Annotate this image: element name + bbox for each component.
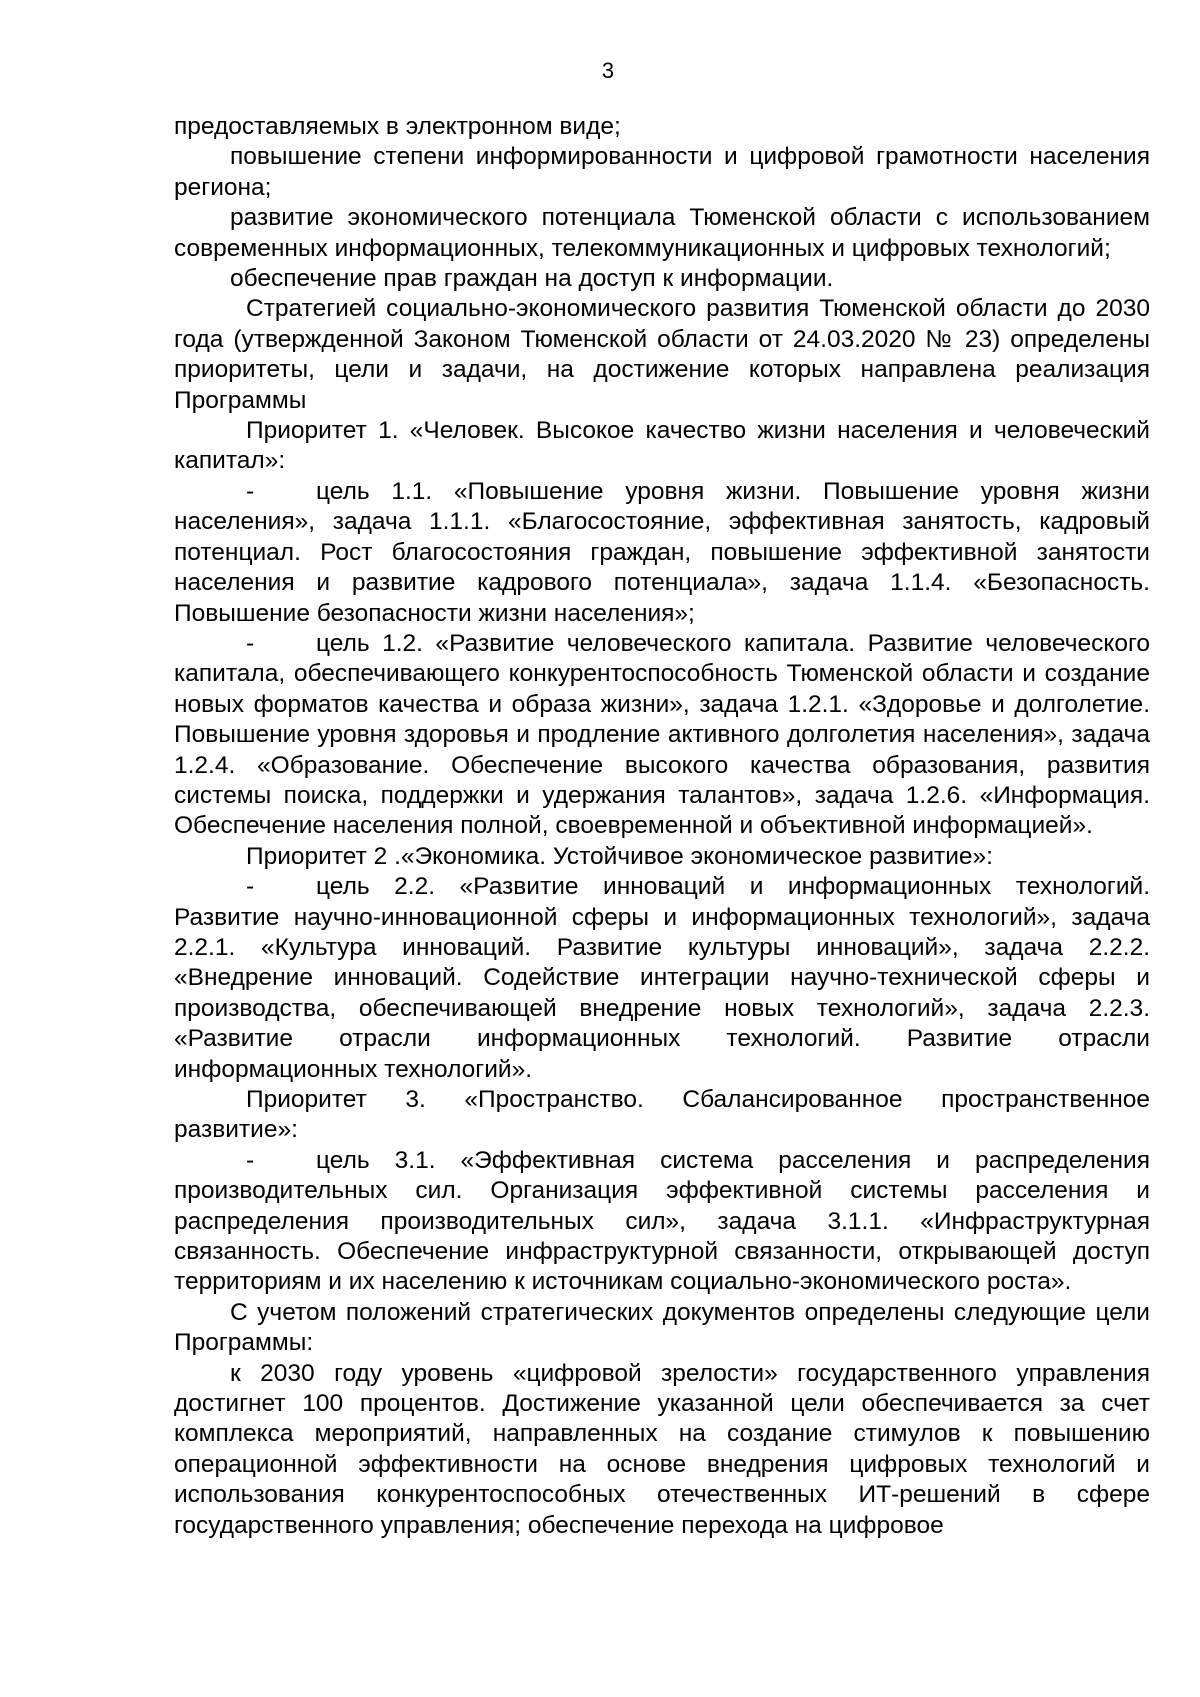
paragraph-text: цель 1.1. «Повышение уровня жизни. Повышение уровня жизни населения», задача 1.1.1. «Благосостояние, эффективная занятость, кадровый потенциал. Рост благосостояния граждан, повышение эффективной занятости населения и развитие кадрового потенциала», задача 1.1.4. «Безопасность. Повышение безопасности жизни населения»;	[174, 477, 1150, 627]
paragraph	[174, 416, 1150, 477]
paragraph-text: к 2030 году уровень «цифровой зрелости» государственного управления достигнет 100 процентов. Достижение указанной цели обеспечивается за счет комплекса мероприятий, направленных на создание стимулов к повышению операционной эффективности на основе внедрения цифровых технологий и использования конкурентоспособных отечественных ИТ-решений в сфере государственного управления; обеспечение перехода на цифровое	[174, 1359, 1150, 1539]
paragraph-text: цель 1.2. «Развитие человеческого капитала. Развитие человеческого капитала, обеспечивающего конкурентоспособность Тюменской области и создание новых форматов качества и образа жизни», задача 1.2.1. «Здоровье и долголетие. Повышение уровня здоровья и продление активного долголетия населения», задача 1.2.4. «Образование. Обеспечение высокого качества образования, развития системы поиска, поддержки и удержания талантов», задача 1.2.6. «Информация. Обеспечение населения полной, своевременной и объективной информацией».	[174, 629, 1150, 840]
paragraph	[174, 1298, 1150, 1359]
paragraph-text: обеспечение прав граждан на доступ к информации.	[230, 265, 834, 293]
paragraph	[174, 264, 1150, 294]
paragraph-text: развитие экономического потенциала Тюменской области с использованием современных информационных, телекоммуникационных и цифровых технологий;	[174, 204, 1150, 262]
list-dash: -	[246, 1146, 255, 1174]
paragraph-text: Стратегией социально-экономического развития Тюменской области до 2030 года (утвержденной Законом Тюменской области от 24.03.2020 № 23) определены приоритеты, цели и задачи, на достижение которых направлена реализация Программы	[174, 295, 1150, 414]
paragraph	[174, 629, 1150, 842]
list-dash: -	[246, 477, 255, 505]
list-dash: -	[246, 629, 255, 657]
paragraph-text: С учетом положений стратегических документов определены следующие цели Программы:	[174, 1298, 1150, 1357]
paragraph	[174, 294, 1150, 416]
paragraph-text: Приоритет 1. «Человек. Высокое качество жизни населения и человеческий капитал»:	[174, 417, 1150, 475]
paragraph-text: предоставляемых в электронном виде;	[174, 113, 621, 140]
paragraph	[174, 142, 1150, 203]
paragraph-text: Приоритет 3. «Пространство. Сбалансированное пространственное развитие»:	[174, 1086, 1150, 1144]
list-dash: -	[246, 873, 255, 901]
paragraph	[174, 872, 1150, 1085]
paragraph	[174, 112, 1150, 142]
page-number: 3	[601, 58, 615, 83]
paragraph	[174, 1085, 1150, 1146]
paragraph	[174, 477, 1150, 629]
paragraph-text: повышение степени информированности и цифровой грамотности населения региона;	[174, 143, 1150, 201]
paragraph-text: цель 2.2. «Развитие инноваций и информационных технологий. Развитие научно-инновационной сферы и информационных технологий», задача 2.2.1. «Культура инноваций. Развитие культуры инноваций», задача 2.2.2. «Внедрение инноваций. Содействие интеграции научно-технической сферы и производства, обеспечивающей внедрение новых технологий», задача 2.2.3. «Развитие отрасли информационных технологий. Развитие отрасли информационных технологий».	[174, 873, 1150, 1083]
paragraph	[174, 1359, 1150, 1541]
paragraph-text: цель 3.1. «Эффективная система расселения и распределения производительных сил. Организация эффективной системы расселения и распределения производительных сил», задача 3.1.1. «Инфраструктурная связанность. Обеспечение инфраструктурной связанности, открывающей доступ территориям и их населению к источникам социально-экономического роста».	[174, 1146, 1150, 1296]
paragraph	[174, 203, 1150, 264]
paragraph-text: Приоритет 2 .«Экономика. Устойчивое экономическое развитие»:	[246, 842, 993, 870]
document-body	[174, 112, 1150, 1541]
paragraph	[174, 1146, 1150, 1298]
paragraph	[174, 842, 1150, 872]
